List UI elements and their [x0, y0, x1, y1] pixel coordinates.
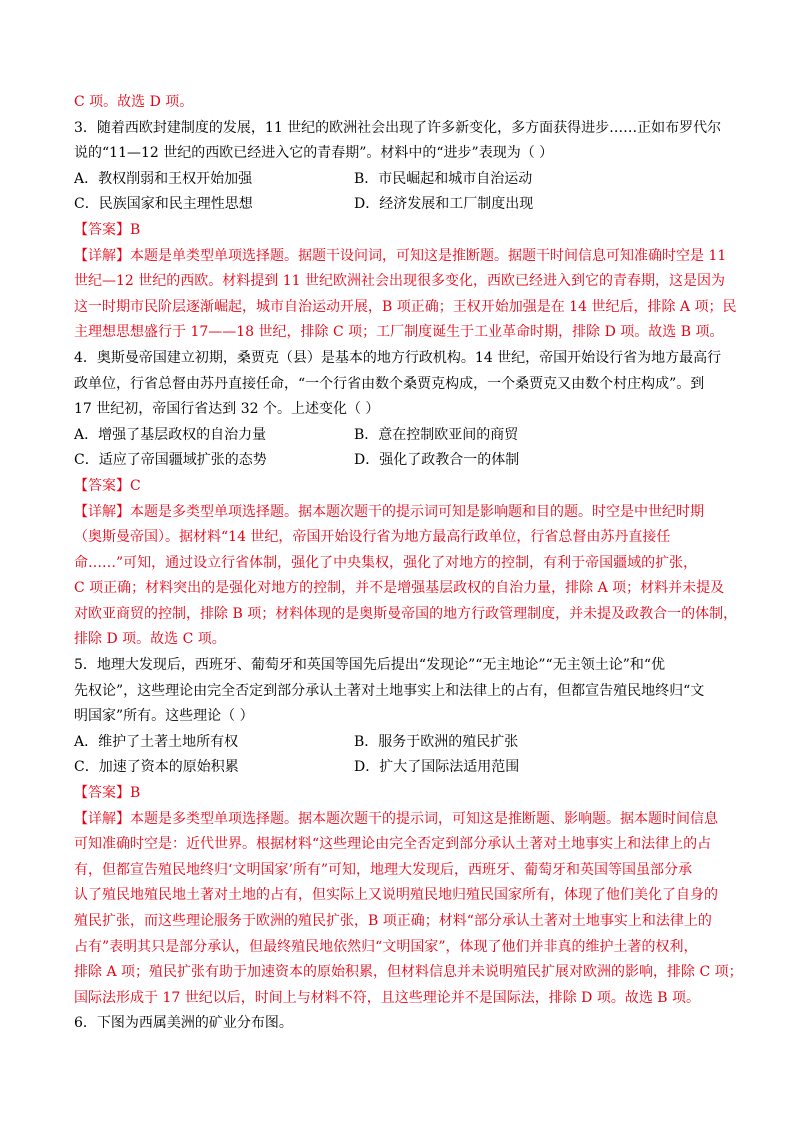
- detail-line: C 项正确；材料突出的是强化对地方的控制，并不是增强基层政权的自治力量，排除 A 项；材料并未提及: [74, 580, 725, 597]
- options-row: [74, 730, 734, 756]
- option-a: A．维护了土著土地所有权: [74, 733, 239, 750]
- detail-line: 国际法形成于 17 世纪以后，时间上与材料不符，且这些理论并不是国际法，排除 D 项。故选 B 项。: [74, 989, 701, 1006]
- answer-label: 【答案】C: [74, 477, 141, 494]
- question-stem-line: 先权论”，这些理论由完全否定到部分承认土著对土地事实上和法律上的占有，但都宣告殖民地终归“文: [74, 682, 705, 699]
- option-b: B．意在控制欧亚间的商贸: [354, 426, 519, 443]
- option-b: B．市民崛起和城市自治运动: [354, 170, 533, 187]
- detail-line: 有，但都宣告殖民地终归‘文明国家’所有”可知，地理大发现后，西班牙、葡萄牙和英国等国虽部分承: [74, 861, 693, 878]
- detail-line: 命……”可知，通过设立行省体制，强化了中央集权，强化了对地方的控制，有利于帝国疆域的扩张，: [74, 554, 698, 571]
- detail-line: 可知准确时空是：近代世界。根据材料“这些理论由完全否定到部分承认土著对土地事实上和法律上的占: [74, 836, 712, 853]
- option-c: C．民族国家和民主理性思想: [74, 196, 253, 213]
- option-d: D．强化了政教合一的体制: [354, 452, 520, 469]
- options-row: [74, 755, 734, 781]
- detail-line: （奥斯曼帝国）。据材料“14 世纪，帝国开始设行省为地方最高行政单位，行省总督由苏丹直接任: [74, 529, 671, 546]
- option-c: C．加速了资本的原始积累: [74, 759, 239, 776]
- question-stem-line: 5．地理大发现后，西班牙、葡萄牙和英国等国先后提出“发现论”“无主地论”“无主领土论”和“优: [74, 657, 666, 674]
- options-row: [74, 167, 734, 193]
- document-page: [74, 90, 743, 1037]
- question-4: [74, 346, 738, 653]
- option-d: D．扩大了国际法适用范围: [354, 759, 520, 776]
- question-stem-line: 明国家”所有。这些理论（ ）: [74, 708, 254, 725]
- question-stem-line: 4．奥斯曼帝国建立初期，桑贾克（县）是基本的地方行政机构。14 世纪，帝国开始设行省为地方最高行: [74, 349, 722, 366]
- answer-label: 【答案】B: [74, 785, 141, 802]
- options-row: [74, 448, 734, 474]
- options-row: [74, 423, 734, 449]
- detail-line: 认了殖民地殖民地土著对土地的占有，但实际上又说明殖民地归殖民国家所有，体现了他们美化了自身的: [74, 887, 718, 904]
- answer-label: 【答案】B: [74, 221, 141, 238]
- options-row: [74, 192, 734, 218]
- option-c: C．适应了帝国疆域扩张的态势: [74, 452, 267, 469]
- question-3: [74, 116, 737, 346]
- question-stem-line: 3．随着西欧封建制度的发展，11 世纪的欧洲社会出现了许多新变化，多方面获得进步……正如布罗代尔: [74, 119, 722, 136]
- detail-line: 对欧亚商贸的控制，排除 B 项；材料体现的是奥斯曼帝国的地方行政管理制度，并未提及政教合一的体制，: [74, 605, 738, 622]
- question-stem-line: 17 世纪初，帝国行省达到 32 个。上述变化（ ）: [74, 401, 380, 418]
- question-5: [74, 653, 743, 1011]
- detail-line: 主理想思想盛行于 17——18 世纪，排除 C 项；工厂制度诞生于工业革命时期，排除 D 项。故选 B 项。: [74, 324, 724, 341]
- question-stem-line: 说的“11—12 世纪的西欧已经进入它的青春期”。材料中的“进步”表现为（ ）: [74, 145, 554, 162]
- detail-line: 这一时期市民阶层逐渐崛起，城市自治运动开展，B 项正确；王权开始加强是在 14 世纪后，排除 A 项；民: [74, 298, 737, 315]
- detail-line: 殖民扩张，而这些理论服务于欧洲的殖民扩张，B 项正确；材料“部分承认土著对土地事实上和法律上的: [74, 913, 712, 929]
- question-stem-line: 政单位，行省总督由苏丹直接任命，“一个行省由数个桑贾克构成，一个桑贾克又由数个村庄构成”。到: [74, 375, 705, 392]
- detail-line: 世纪—12 世纪的西欧。材料提到 11 世纪欧洲社会出现很多变化，西欧已经进入到它的青春期，这是因为: [74, 273, 725, 290]
- option-a: A．教权削弱和王权开始加强: [74, 170, 253, 187]
- detail-line: 【详解】本题是多类型单项选择题。据本题次题干的提示词，可知这是推断题、影响题。据本题时间信息: [74, 810, 718, 827]
- detail-line: 【详解】本题是单类型单项选择题。据题干设问词，可知这是推断题。据题干时间信息可知准确时空是 11: [74, 247, 727, 264]
- question-6-stem: 6．下图为西属美洲的矿业分布图。: [74, 1015, 293, 1032]
- detail-line: 【详解】本题是多类型单项选择题。据本题次题干的提示词可知是影响题和目的题。时空是中世纪时期: [74, 503, 704, 520]
- detail-line: 占有”表明其只是部分承认，但最终殖民地依然归“文明国家”，体现了他们并非真的维护土著的权利，: [74, 938, 698, 955]
- previous-answer-tail: C 项。故选 D 项。: [74, 94, 194, 110]
- option-b: B．服务于欧洲的殖民扩张: [354, 733, 519, 750]
- option-d: D．经济发展和工厂制度出现: [354, 196, 534, 213]
- option-a: A．增强了基层政权的自治力量: [74, 426, 267, 443]
- detail-line: 排除 D 项。故选 C 项。: [74, 631, 226, 648]
- detail-line: 排除 A 项；殖民扩张有助于加速资本的原始积累，但材料信息并未说明殖民扩展对欧洲的影响，排除 C 项；: [74, 964, 743, 981]
